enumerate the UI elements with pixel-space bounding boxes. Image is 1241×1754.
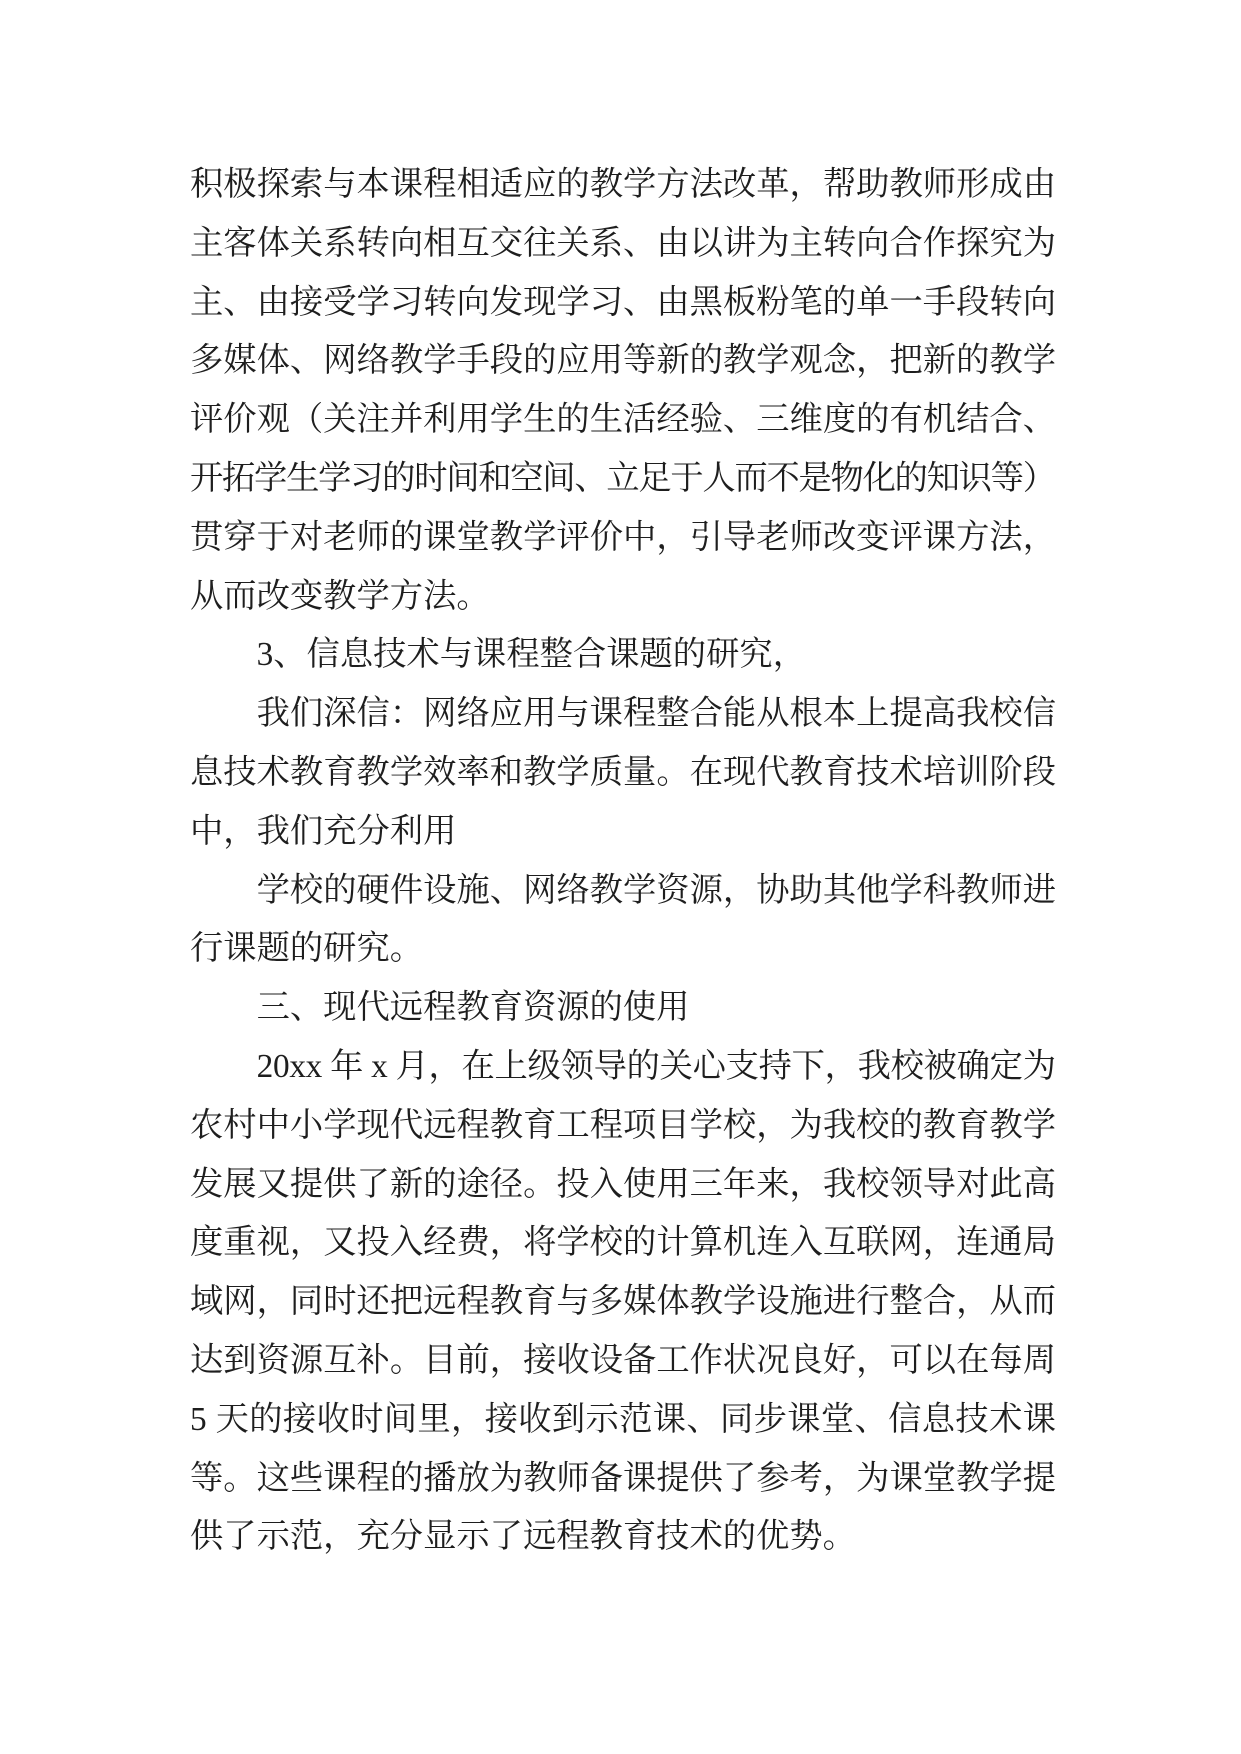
paragraph [190,685,1056,861]
text-line: 积极探索与本课程相适应的教学方法改革，帮助教师形成由 [190,166,1057,203]
text-line: 中，我们充分利用 [190,812,457,850]
text-line: 主、由接受学习转向发现学习、由黑板粉笔的单一手段转向 [190,283,1057,321]
text-line: 从而改变教学方法。 [190,577,490,615]
text-line: 5 天的接收时间里，接收到示范课、同步课堂、信息技术课 [190,1400,1057,1438]
text-line: 等。这些课程的播放为教师备课提供了参考，为课堂教学提 [190,1459,1057,1497]
text-line: 域网，同时还把远程教育与多媒体教学设施进行整合，从而 [190,1283,1057,1321]
text-line: 三、现代远程教育资源的使用 [256,989,690,1027]
subsection-heading [190,626,1056,685]
text-line: 开拓学生学习的时间和空间、立足于人而不是物化的知识等） [190,459,1055,497]
text-line: 息技术教育教学效率和教学质量。在现代教育技术培训阶段 [190,753,1057,791]
text-line: 20xx 年 x 月，在上级领导的关心支持下，我校被确定为 [256,1047,1056,1085]
text-line: 发展又提供了新的途径。投入使用三年来，我校领导对此高 [190,1165,1057,1203]
text-line: 供了示范，充分显示了远程教育技术的优势。 [190,1518,856,1556]
text-line: 达到资源互补。目前，接收设备工作状况良好，可以在每周 [190,1341,1057,1379]
paragraph [190,156,1056,626]
text-line: 评价观（关注并利用学生的生活经验、三维度的有机结合、 [190,401,1057,439]
text-line: 3、信息技术与课程整合课题的研究， [256,636,806,674]
text-line: 贯穿于对老师的课堂教学评价中，引导老师改变评课方法， [190,518,1057,556]
text-line: 行课题的研究。 [190,930,424,968]
text-line: 我们深信：网络应用与课程整合能从根本上提高我校信 [256,695,1057,733]
text-line: 多媒体、网络教学手段的应用等新的教学观念，把新的教学 [190,342,1057,380]
text-line: 农村中小学现代远程教育工程项目学校，为我校的教育教学 [190,1106,1057,1144]
document-body [190,156,1056,1567]
text-line: 主客体关系转向相互交往关系、由以讲为主转向合作探究为 [190,224,1057,262]
text-line: 学校的硬件设施、网络教学资源，协助其他学科教师进 [256,871,1057,909]
text-line: 度重视，又投入经费，将学校的计算机连入互联网，连通局 [190,1224,1057,1262]
paragraph [190,1038,1056,1567]
paragraph [190,862,1056,980]
section-heading [190,979,1056,1038]
